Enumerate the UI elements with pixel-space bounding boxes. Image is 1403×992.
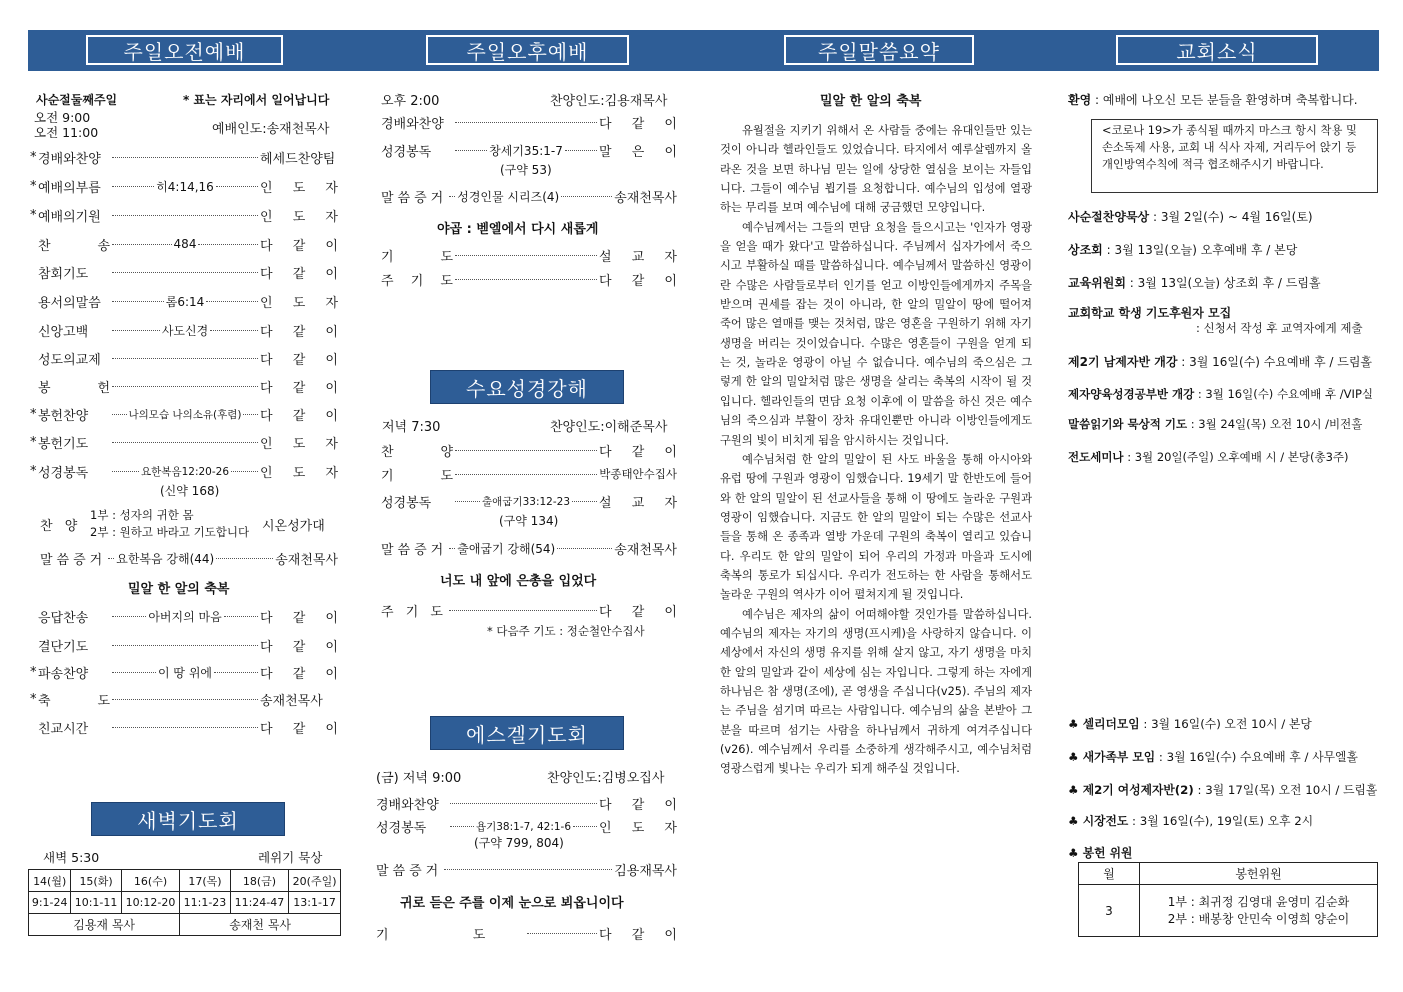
news-label: 전도세미나: [1068, 450, 1124, 464]
row-middle: 484: [173, 237, 197, 251]
row-middle: 나의모습 나의소유(후렴): [128, 408, 242, 421]
order-row: [381, 246, 677, 264]
news-label: 상조회: [1068, 243, 1103, 257]
news-item: [1068, 748, 1358, 765]
news-text: : 3월 2일(수) ~ 4월 16일(토): [1149, 210, 1313, 224]
news-item: [1068, 812, 1313, 829]
row-dots: [231, 471, 258, 472]
row-label: 예배의부름: [38, 180, 101, 196]
sermon-body: [720, 121, 1032, 779]
row-right: 인 도 자: [260, 465, 339, 481]
row-label: 봉 헌: [38, 380, 110, 396]
news-item: [1068, 304, 1231, 321]
order-row: [381, 492, 677, 510]
row-dots: [112, 157, 258, 158]
header-morning-worship: 주일오전예배: [86, 35, 283, 65]
order-row: [30, 405, 338, 423]
row-dots: [112, 244, 172, 245]
row-dots: [224, 616, 258, 617]
row-dots: [112, 272, 258, 273]
order-row: [381, 465, 677, 483]
row-label: 말씀증거: [376, 863, 443, 879]
afternoon-leader: 찬양인도:김용재목사: [550, 94, 668, 109]
row-middle: 성경인물 시리즈(4): [457, 189, 560, 204]
row-dots: [527, 933, 597, 934]
news-text: : 3월 16일(수) 오전 10시 / 본당: [1139, 717, 1312, 731]
afternoon-title: 야곱 : 벧엘에서 다시 새롭게: [437, 222, 599, 237]
row-dots: [112, 727, 258, 728]
row-label: 예배의기원: [38, 209, 101, 225]
row-right: 말 은 이: [599, 144, 678, 160]
row-dots: [112, 414, 127, 415]
choir-first-service: 1부 : 성자의 귀한 몸: [90, 508, 194, 522]
news-item: [1068, 274, 1321, 291]
row-label: 신앙고백: [38, 324, 89, 340]
row-label: 응답찬송: [38, 610, 89, 626]
dawn-day: 14(월): [29, 870, 71, 892]
offering-head-month: 월: [1079, 863, 1140, 885]
ezekiel-title: 귀로 듣은 주를 이제 눈으로 뵈옵니이다: [400, 896, 624, 911]
morning-reading-ref: (신약 168): [160, 484, 220, 498]
row-middle: 롬6:14: [165, 294, 205, 309]
order-row: [30, 292, 338, 310]
order-row: [381, 441, 677, 459]
row-label: 성경봉독: [38, 465, 89, 481]
news-label: 제2기 남제자반 개강: [1068, 355, 1178, 369]
row-dots: [112, 672, 156, 673]
news-text: : 3월 16일(수) 수요예배 후 / 드림홀: [1177, 355, 1373, 369]
dawn-subject: 레위기 묵상: [258, 850, 323, 865]
row-label: 기 도: [381, 468, 453, 484]
header-ezekiel-prayer: 에스겔기도회: [430, 716, 624, 750]
ezekiel-leader: 찬양인도:김병오집사: [547, 771, 665, 786]
news-text: : 3월 16일(수) 수요예배 후 / 사무엘홀: [1155, 750, 1358, 764]
header-wednesday-study: 수요성경강해: [430, 370, 624, 404]
row-right: 인 도 자: [599, 820, 677, 836]
stand-marker: *: [30, 691, 37, 707]
time-second: 오전 11:00: [34, 125, 99, 140]
row-right: 송재천목사: [614, 190, 677, 206]
morning-sermon-row: [40, 549, 338, 567]
row-label: 성도의교제: [38, 352, 101, 368]
sermon-title: 밀알 한 알의 축복: [820, 94, 922, 109]
row-dots: [112, 442, 258, 443]
afternoon-reading-ref: (구약 53): [500, 163, 552, 177]
news-label: 셀리더모임: [1082, 717, 1140, 731]
row-right: 다 같 이: [260, 639, 338, 655]
news-label: 제2기 여성제자반(2): [1082, 783, 1194, 797]
row-dots: [112, 186, 154, 187]
row-label: 경배와찬양: [38, 151, 101, 167]
order-row: [30, 663, 338, 681]
news-label: 봉헌 위원: [1082, 846, 1133, 860]
stand-marker: *: [30, 434, 37, 450]
offering-committee-table: [1078, 862, 1378, 937]
news-text: : 3월 17일(목) 오전 10시 / 드림홀: [1193, 783, 1378, 797]
row-right: 다 같 이: [599, 273, 677, 289]
row-label: 찬 양: [381, 444, 453, 460]
dawn-pastor: 김용재 목사: [29, 914, 180, 936]
row-middle: 욥기38:1-7, 42:1-6: [475, 820, 572, 833]
order-row: [30, 433, 338, 451]
order-row: [381, 270, 677, 288]
row-label: 주 기 도: [381, 604, 447, 620]
news-label: 새가족부 모임: [1082, 750, 1156, 764]
news-item: [1068, 208, 1313, 225]
row-right: 다 같 이: [260, 324, 338, 340]
dawn-refs-row: [29, 892, 341, 914]
dawn-ref: 9:1-24: [29, 892, 71, 914]
news-text: : 3월 20일(주일) 오후예배 시 / 본당(총3주): [1123, 450, 1349, 464]
wednesday-lords-prayer-row: [381, 601, 685, 620]
news-text: : 3월 13일(오늘) 상조회 후 / 드림홀: [1125, 276, 1321, 290]
row-dots: [450, 803, 597, 804]
order-row: [30, 377, 338, 395]
wednesday-reading-ref: (구약 134): [499, 514, 559, 528]
dawn-pastor: 송재천 목사: [180, 914, 341, 936]
morning-leader: 예배인도:송재천목사: [212, 122, 330, 137]
dawn-time: 새벽 5:30: [43, 850, 100, 865]
order-row: [30, 636, 338, 654]
row-label: 기 도: [376, 927, 526, 943]
morning-times: [34, 110, 98, 140]
row-middle: 출애굽기33:12-23: [482, 495, 570, 508]
afternoon-sermon-row: [381, 187, 677, 205]
news-label: 교회학교 학생 기도후원자 모집: [1068, 306, 1232, 320]
stand-marker: *: [30, 178, 37, 194]
order-row: [30, 607, 338, 625]
stand-note: * 표는 자리에서 일어납니다: [183, 93, 330, 107]
header-church-news: 교회소식: [1116, 35, 1318, 65]
row-dots: [561, 196, 612, 197]
order-row: [376, 794, 677, 812]
stand-marker: *: [30, 149, 37, 165]
dawn-day: 16(수): [121, 870, 180, 892]
order-row: [376, 817, 677, 835]
dawn-days-row: [29, 870, 341, 892]
stand-marker: *: [30, 207, 37, 223]
order-row: [30, 690, 338, 708]
choir-second-service: 2부 : 원하고 바라고 기도합니다: [90, 525, 250, 539]
row-label: 성경봉독: [376, 820, 427, 836]
order-row: [30, 462, 338, 480]
news-item: [1068, 715, 1312, 732]
news-item: [1068, 416, 1362, 432]
row-dots: [455, 474, 597, 475]
row-dots: [557, 548, 612, 549]
row-dots: [450, 826, 474, 827]
offering-head-members: 봉헌위원: [1140, 863, 1378, 885]
clover-icon: ♣: [1068, 814, 1083, 828]
clover-icon: ♣: [1068, 783, 1083, 797]
header-afternoon-worship: 주일오후예배: [426, 35, 629, 65]
row-right: 다 같 이: [260, 380, 338, 396]
news-text: : 예배에 나오신 모든 분들을 환영하며 축복합니다.: [1091, 93, 1358, 107]
header-sermon-summary: 주일말씀요약: [784, 35, 974, 65]
order-row: [381, 141, 677, 159]
row-label: 말씀증거: [381, 190, 448, 206]
order-row: [30, 263, 338, 281]
row-right: 다 같 이: [260, 352, 338, 368]
row-dots: [449, 196, 455, 197]
row-right: 김용재목사: [614, 863, 677, 879]
wednesday-title: 너도 내 앞에 은총을 입었다: [440, 574, 597, 589]
row-right: 다 같 이: [260, 610, 338, 626]
row-label: 축 도: [38, 693, 110, 709]
sermon-paragraph: 예수님처럼 한 알의 밀알이 된 사도 바울을 통해 아시아와 유럽 땅에 구원과 영광이 임했습니다. 19세기 말 한반도에 들어와 한 알의 밀알이 된 선교사들을 통해 이 땅에도 놀라운 구원과 영광이 임했습니다. 지금도 한 알의 밀알이 되는 수많은 선교사들을 통해 온 종족과 열방 가운데 구원의 축복이 열리고 있습니다. 우리도 한 알의 밀알이 되어 우리의 가정과 마을과 도시에 축복의 통로가 되십시다. 우리가 전도하는 한 사람을 통해서도 놀라운 구원의 역사가 이어 펼쳐지게 될 것입니다.: [720, 452, 1032, 602]
row-dots: [112, 301, 164, 302]
row-right: 설 교 자: [599, 249, 677, 265]
morning-sermon-title: 밀알 한 알의 축복: [128, 582, 230, 597]
row-label: 말씀증거: [40, 552, 107, 568]
time-first: 오전 9:00: [34, 110, 91, 125]
row-dots: [565, 150, 597, 151]
row-dots: [112, 699, 258, 700]
news-welcome: [1068, 91, 1358, 108]
row-dots: [112, 358, 258, 359]
ezekiel-time: (금) 저녁 9:00: [376, 771, 462, 786]
news-label: 환영: [1068, 93, 1092, 107]
row-label: 말씀증거: [381, 542, 448, 558]
offering-header-row: [1079, 863, 1378, 885]
stand-marker: *: [30, 664, 37, 680]
dawn-ref: 11:1-23: [180, 892, 230, 914]
row-dots: [198, 244, 258, 245]
news-item: [1068, 241, 1297, 258]
row-dots: [449, 548, 455, 549]
order-row: [381, 113, 677, 131]
offering-first-service: 1부 : 최귀정 김영대 윤영미 김순화: [1167, 894, 1350, 909]
row-right: 다 같 이: [599, 444, 677, 460]
row-dots: [108, 558, 114, 559]
row-dots: [455, 122, 597, 123]
ezekiel-sermon-row: [376, 860, 677, 878]
offering-row: [1079, 885, 1378, 937]
dawn-ref: 11:24-47: [230, 892, 289, 914]
row-right: 송재천목사: [275, 552, 338, 568]
news-label: 교육위원회: [1068, 276, 1126, 290]
wednesday-leader: 찬양인도:이해준목사: [550, 420, 668, 435]
news-text: : 3월 16일(수), 19일(토) 오후 2시: [1128, 814, 1314, 828]
row-label: 참회기도: [38, 266, 89, 282]
dawn-ref: 13:1-17: [289, 892, 341, 914]
row-dots: [216, 558, 273, 559]
ezekiel-reading-ref: (구약 799, 804): [474, 836, 564, 850]
row-dots: [214, 672, 258, 673]
stand-marker: *: [30, 406, 37, 422]
news-item: [1068, 844, 1132, 861]
news-item: [1068, 781, 1377, 798]
row-right: 헤세드찬양팀: [260, 151, 336, 167]
row-right: 설 교 자: [599, 495, 678, 511]
news-item: [1068, 353, 1372, 370]
order-row: [30, 235, 338, 253]
row-dots: [573, 826, 597, 827]
row-right: 송재천목사: [260, 693, 323, 709]
news-label: 제자양육성경공부반 개강: [1068, 387, 1195, 401]
row-dots: [112, 645, 258, 646]
row-right: 인 도 자: [260, 436, 338, 452]
row-middle: 히4:14,16: [156, 179, 214, 194]
row-dots: [112, 330, 160, 331]
ezekiel-prayer-row: [376, 924, 685, 943]
news-text: : 3월 24일(목) 오전 10시 /비전홀: [1187, 417, 1363, 431]
row-label: 봉헌기도: [38, 436, 89, 452]
dawn-day: 18(금): [230, 870, 289, 892]
row-label: 성경봉독: [381, 144, 432, 160]
row-dots: [455, 501, 480, 502]
sermon-paragraph: 예수님은 제자의 삶이 어떠해야할 것인가를 말씀하십니다. 예수님의 제자는 자기의 생명(프시케)을 사랑하지 않습니다. 이 세상에서 자신의 생명 유지를 위해 살지 않고, 자기 생명을 마치 한 알의 밀알과 같이 세상에 심는 자입니다. 그렇게 하는 자에게 하나님은 참 생명(조에), 곧 영생을 주십니다(v25). 주님의 제자는 주님을 섬기며 따르는 사람입니다. 예수님의 삶을 본받아 그분을 따르며 섬기는 사람을 하나님께서 귀하게 여겨주십니다(v26). 예수님께서 우리를 소중하게 생각해주시고, 예수님처럼 영광스럽게 빛나는 우리가 되게 해주실 것입니다.: [720, 607, 1032, 776]
row-right: 박종태안수집사: [599, 467, 677, 481]
clover-icon: ♣: [1068, 846, 1083, 860]
row-label: 경배와찬양: [376, 797, 439, 813]
order-row: [30, 177, 338, 195]
row-right: 인 도 자: [260, 209, 338, 225]
dawn-day: 15(화): [71, 870, 121, 892]
row-dots: [449, 610, 597, 611]
row-dots: [112, 471, 139, 472]
dawn-schedule-table: [28, 869, 341, 936]
row-label: 결단기도: [38, 639, 89, 655]
covid-notice-box: <코로나 19>가 종식될 때까지 마스크 항시 착용 및 손소독제 사용, 교회 내 식사 자제, 거리두어 앉기 등 개인방역수칙에 적극 협조해주시기 바랍니다.: [1091, 119, 1378, 193]
offering-month: 3: [1079, 885, 1140, 937]
row-dots: [455, 255, 597, 256]
order-row: [30, 349, 338, 367]
row-right: 다 같 이: [260, 266, 338, 282]
row-right: 다 같 이: [599, 927, 685, 943]
clover-icon: ♣: [1068, 750, 1083, 764]
header-dawn-prayer: 새벽기도회: [91, 802, 285, 836]
sermon-paragraph: 유월절을 지키기 위해서 온 사람들 중에는 유대인들만 있는 것이 아니라 헬라인들도 있었습니다. 타지에서 예루살렘까지 올라온 것을 보면 하나님 믿는 일에 상당한 열심을 보이는 자들입니다. 그들이 예수님 뵙기를 요청합니다. 예수님의 입성에 열광하는 무리를 보며 예수님에 대해 궁금했던 모양입니다.: [720, 124, 1032, 215]
news-text: : 3월 13일(오늘) 오후예배 후 / 본당: [1102, 243, 1298, 257]
stand-marker: *: [30, 463, 37, 479]
choir-label: 찬 양: [40, 519, 82, 534]
dawn-day: 17(목): [180, 870, 230, 892]
next-week-prayer-note: * 다음주 기도 : 정순철안수집사: [487, 624, 645, 638]
wednesday-sermon-row: [381, 539, 677, 557]
row-label: 찬 송: [38, 238, 110, 254]
row-middle: 이 땅 위에: [158, 665, 212, 680]
row-dots: [210, 330, 258, 331]
row-dots: [243, 414, 258, 415]
dawn-ref: 10:12-20: [121, 892, 180, 914]
order-row: [30, 718, 338, 736]
row-label: 친교시간: [38, 721, 89, 737]
sermon-paragraph: 예수님께서는 그들의 면담 요청을 들으시고는 '인자가 영광을 얻을 때가 왔다'고 말씀하십니다. 주님께서 십자가에서 죽으시고 부활하실 때를 말씀하십니다. 예수님께서 말씀하신 영광이란 수많은 사람들로부터 인기를 얻고 이방인들에게까지 주목을 받으며 권세를 잡는 것이 아니라, 한 알의 밀알이 땅에 떨어져 죽어 많은 열매를 맺는 것처럼, 많은 영혼을 구원하기 위해 자기 생명을 버리는 것이었습니다. 수많은 영혼들이 구원을 얻게 되는 것, 놀라운 영광이 아닐 수 없습니다. 예수님의 죽으심은 그렇게 한 알의 밀알처럼 많은 생명을 살리는 축복의 시작이 될 것입니다. 헬라인들의 면담 요청 이후에 이 말씀을 하신 것은 예수님의 죽으심과 부활이 장차 유대인뿐만 아니라 이방인들에게도 구원의 빛이 비치게 됨을 암시하시는 것입니다.: [720, 220, 1032, 447]
row-right: 송재천목사: [614, 542, 677, 558]
row-dots: [112, 616, 146, 617]
choir-name: 시온성가대: [262, 519, 325, 534]
row-middle: 사도신경: [161, 323, 209, 338]
row-right: 다 같 이: [599, 604, 685, 620]
row-label: 봉헌찬양: [38, 408, 89, 424]
clover-icon: ♣: [1068, 717, 1083, 731]
news-item: [1068, 386, 1373, 402]
row-middle: 출애굽기 강해(54): [457, 541, 556, 556]
row-middle: 요한복음 강해(44): [116, 551, 215, 566]
offering-second-service: 2부 : 배봉창 안민숙 이영희 양순이: [1167, 911, 1350, 926]
row-dots: [572, 501, 597, 502]
row-label: 성경봉독: [381, 495, 432, 511]
row-dots: [216, 186, 258, 187]
news-label: 말씀읽기와 묵상적 기도: [1068, 417, 1188, 431]
row-right: 다 같 이: [260, 666, 338, 682]
order-row: [30, 321, 338, 339]
row-label: 주 기 도: [381, 273, 453, 289]
choir-songs: [90, 507, 249, 541]
afternoon-time: 오후 2:00: [381, 94, 440, 109]
row-dots: [455, 450, 597, 451]
row-right: 다 같 이: [599, 116, 677, 132]
row-label: 경배와찬양: [381, 116, 444, 132]
dawn-pastors-row: [29, 914, 341, 936]
row-right: 다 같 이: [260, 721, 338, 737]
row-right: 다 같 이: [260, 238, 338, 254]
news-label: 시장전도: [1082, 814, 1129, 828]
offering-members: [1140, 885, 1378, 937]
order-row: [30, 206, 338, 224]
row-dots: [112, 386, 258, 387]
row-label: 기 도: [381, 249, 453, 265]
row-dots: [444, 869, 612, 870]
row-right: 인 도 자: [260, 180, 338, 196]
row-dots: [455, 279, 597, 280]
news-text: : 3월 16일(수) 수요예배 후 /VIP실: [1194, 387, 1373, 401]
prayer-recruit-detail: : 신청서 작성 후 교역자에게 제출: [1196, 321, 1363, 335]
row-right: 다 같 이: [599, 797, 677, 813]
dawn-ref: 10:1-11: [71, 892, 121, 914]
news-label: 사순절찬양묵상: [1068, 210, 1150, 224]
row-middle: 요한복음12:20-26: [141, 465, 229, 478]
row-dots: [206, 301, 258, 302]
order-row: [30, 148, 338, 166]
row-label: 용서의말씀: [38, 295, 101, 311]
dawn-day: 20(주일): [289, 870, 341, 892]
row-label: 파송찬양: [38, 666, 89, 682]
row-middle: 아버지의 마음: [148, 609, 222, 624]
week-name: 사순절둘째주일: [36, 93, 118, 107]
wednesday-time: 저녁 7:30: [382, 420, 441, 435]
row-middle: 창세기35:1-7: [489, 143, 563, 158]
row-dots: [455, 150, 487, 151]
row-right: 다 같 이: [260, 408, 338, 424]
row-right: 인 도 자: [260, 295, 339, 311]
news-item: [1068, 449, 1349, 465]
row-dots: [112, 215, 258, 216]
